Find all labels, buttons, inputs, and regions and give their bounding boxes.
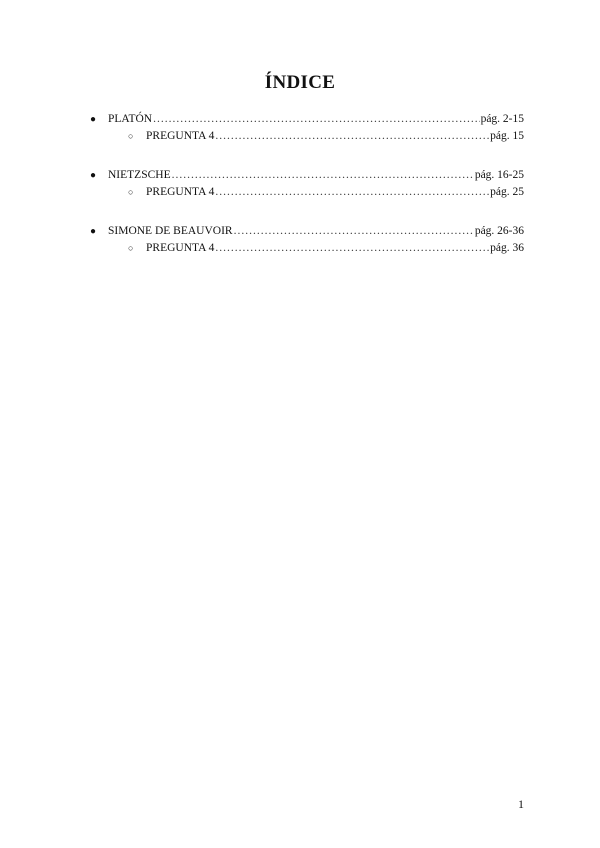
table-of-contents xyxy=(0,112,600,280)
dot-leader xyxy=(172,169,474,181)
toc-subrow[interactable] xyxy=(128,240,524,256)
dot-leader xyxy=(215,242,489,254)
toc-entry-label: NIETZSCHE xyxy=(108,169,171,181)
page-number: 1 xyxy=(518,797,524,811)
toc-page-ref: pág. 2-15 xyxy=(480,113,524,125)
toc-row[interactable] xyxy=(90,224,524,240)
hollow-bullet-icon: ○ xyxy=(128,131,134,141)
toc-row[interactable] xyxy=(90,112,524,128)
toc-entry-beauvoir xyxy=(0,224,600,256)
filled-bullet-icon: ● xyxy=(90,170,97,181)
toc-subentry-label: PREGUNTA 4 xyxy=(146,130,215,142)
hollow-bullet-icon: ○ xyxy=(128,187,134,197)
toc-subrow[interactable] xyxy=(128,184,524,200)
dot-leader xyxy=(153,113,479,125)
dot-leader xyxy=(234,225,474,237)
dot-leader xyxy=(215,130,489,142)
toc-entry-label: SIMONE DE BEAUVOIR xyxy=(108,225,233,237)
toc-page-ref: pág. 36 xyxy=(490,242,524,254)
toc-subentry-label: PREGUNTA 4 xyxy=(146,186,215,198)
toc-page-ref: pág. 26-36 xyxy=(474,225,524,237)
toc-row[interactable] xyxy=(90,168,524,184)
toc-page-ref: pág. 25 xyxy=(490,186,524,198)
dot-leader xyxy=(215,186,489,198)
toc-entry-platon xyxy=(0,112,600,144)
filled-bullet-icon: ● xyxy=(90,114,97,125)
toc-subentry-label: PREGUNTA 4 xyxy=(146,242,215,254)
toc-entry-nietzsche xyxy=(0,168,600,200)
toc-subrow[interactable] xyxy=(128,128,524,144)
page-title: ÍNDICE xyxy=(264,72,336,93)
filled-bullet-icon: ● xyxy=(90,226,97,237)
toc-page-ref: pág. 15 xyxy=(490,130,524,142)
hollow-bullet-icon: ○ xyxy=(128,243,134,253)
toc-page-ref: pág. 16-25 xyxy=(474,169,524,181)
toc-entry-label: PLATÓN xyxy=(108,113,153,125)
